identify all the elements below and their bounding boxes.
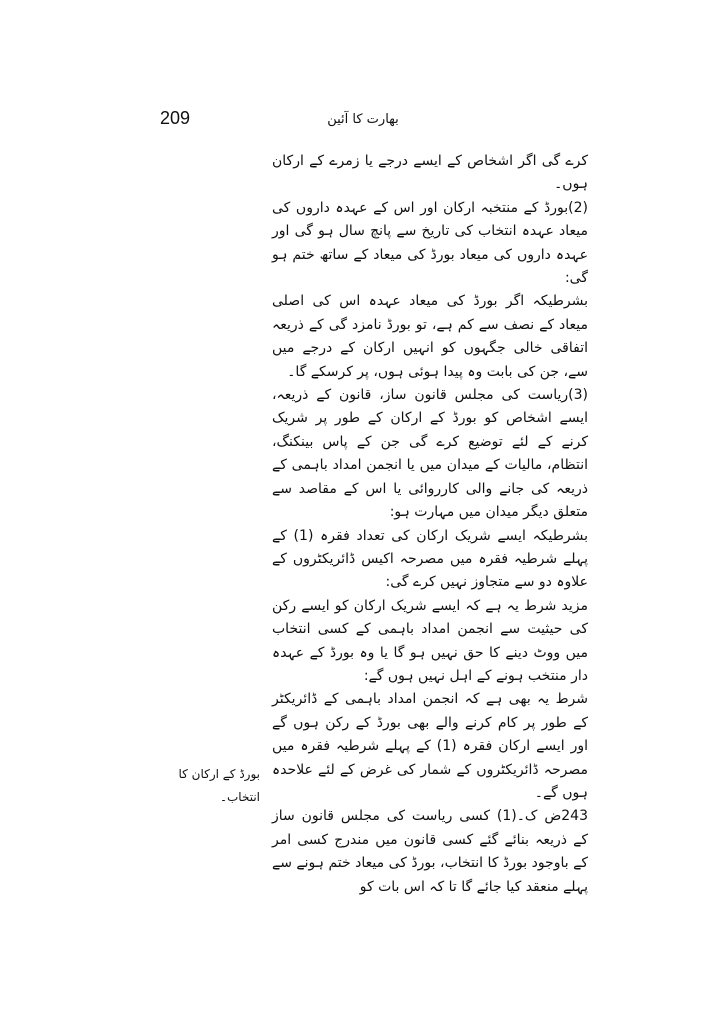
paragraph: بشرطیکہ ایسے شریک ارکان کی تعداد فقرہ (1) کے پہلے شرطیہ فقرہ میں مصرحہ اکیس ڈائریکٹروں کے علاوہ دو سے متجاوز نہیں کرے گی: (272, 527, 588, 591)
paragraph: کرے گی اگر اشخاص کے ایسے درجے یا زمرے کے ارکان ہوں۔ (272, 153, 588, 193)
margin-note: بورڈ کے ارکان کا انتخاب۔ (178, 767, 260, 804)
paragraph: 243ض ک۔(1) کسی ریاست کی مجلس قانون ساز کے ذریعہ بنائے گئے کسی قانون میں مندرج کسی امر کے باوجود بورڈ کا انتخاب، بورڈ کی میعاد ختم ہونے سے پہلے منعقد کیا جائے گا تا کہ اس بات کو (272, 808, 588, 895)
page-number: 209 (160, 108, 191, 128)
paragraph: (2)بورڈ کے منتخبہ ارکان اور اس کے عہدہ داروں کی میعاد عہدہ انتخاب کی تاریخ سے پانچ سال ہو گی اور عہدہ داروں کی میعاد بورڈ کی میعاد کے ساتھ ختم ہو گی: (272, 199, 588, 287)
paragraph: بشرطیکہ اگر بورڈ کی میعاد عہدہ اس کی اصلی میعاد کے نصف سے کم ہے، تو بورڈ نامزد گی کے ذریعہ اتفاقی خالی جگہوں کو انہیں ارکان کے درجے میں سے، جن کی بابت وہ پیدا ہوئی ہوں، پر کرسکے گا۔ (272, 293, 588, 380)
paragraph: مزید شرط یہ ہے کہ ایسے شریک ارکان کو ایسے رکن کی حیثیت سے انجمن امداد باہمی کے کسی انتخاب میں ووٹ دینے کا حق نہیں ہو گا یا وہ بورڈ کے عہدہ دار منتخب ہونے کے اہل نہیں ہوں گے: (272, 597, 588, 684)
paragraph: شرط یہ بھی ہے کہ انجمن امداد باہمی کے ڈائریکٹر کے طور پر کام کرنے والے بھی بورڈ کے رکن ہوں گے اور ایسے ارکان فقرہ (1) کے پہلے شرطیہ فقرہ میں مصرحہ ڈائریکٹروں کے شمار کی غرض کے لئے علاحدہ ہوں گے۔ (272, 691, 588, 801)
body-text (272, 150, 588, 899)
paragraph: (3)ریاست کی مجلس قانون ساز، قانون کے ذریعہ، ایسے اشخاص کو بورڈ کے ارکان کے طور پر شریک کرنے کے لئے توضیع کرے گی جن کے پاس بینکنگ، انتظام، مالیات کے میدان میں یا انجمن امداد باہمی کے ذریعہ کی جانے والی کارروائی یا اس کے مقاصد سے متعلق دیگر میدان میں مہارت ہو: (272, 387, 588, 521)
running-title: بھارت کا آئین (327, 112, 399, 127)
